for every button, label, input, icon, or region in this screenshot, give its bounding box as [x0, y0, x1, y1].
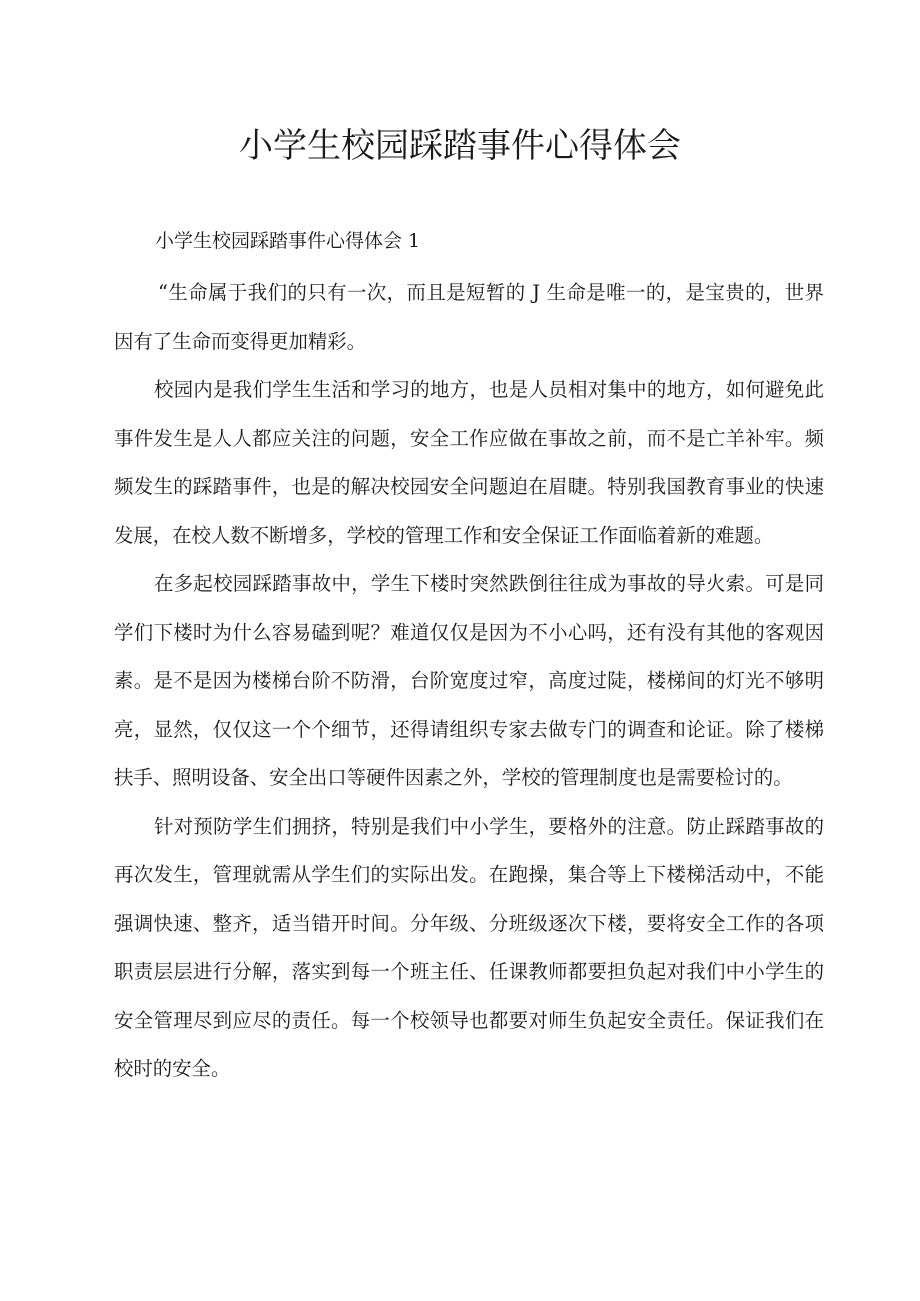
paragraph: 在多起校园踩踏事故中，学生下楼时突然跌倒往往成为事故的导火索。可是同学们下楼时为什么容易磕到呢？难道仅仅是因为不小心吗，还有没有其他的客观因素。是不是因为楼梯台阶不防滑，台阶宽度过窄，高度过陡，楼梯间的灯光不够明亮，显然，仅仅这一个个细节，还得请组织专家去做专门的调查和论证。除了楼梯扶手、照明设备、安全出口等硬件因素之外，学校的管理制度也是需要检讨的。 [114, 572, 824, 789]
document-body [114, 269, 824, 1094]
section-heading: 小学生校园踩踏事件心得体会 1 [155, 230, 421, 252]
paragraph: 校园内是我们学生生活和学习的地方，也是人员相对集中的地方，如何避免此事件发生是人人都应关注的问题，安全工作应做在事故之前，而不是亡羊补牢。频频发生的踩踏事件，也是的解决校园安全问题迫在眉睫。特别我国教育事业的快速发展，在校人数不断增多，学校的管理工作和安全保证工作面临着新的难题。 [114, 378, 824, 547]
paragraph: 针对预防学生们拥挤，特别是我们中小学生，要格外的注意。防止踩踏事故的再次发生，管理就需从学生们的实际出发。在跑操，集合等上下楼梯活动中，不能强调快速、整齐，适当错开时间。分年级、分班级逐次下楼，要将安全工作的各项职责层层进行分解，落实到每一个班主任、任课教师都要担负起对我们中小学生的安全管理尽到应尽的责任。每一个校领导也都要对师生负起安全责任。保证我们在校时的安全。 [114, 814, 824, 1080]
paragraph: “生命属于我们的只有一次，而且是短暂的 J 生命是唯一的，是宝贵的，世界因有了生命而变得更加精彩。 [114, 281, 824, 353]
document-title: 小学生校园踩踏事件心得体会 [239, 126, 681, 166]
